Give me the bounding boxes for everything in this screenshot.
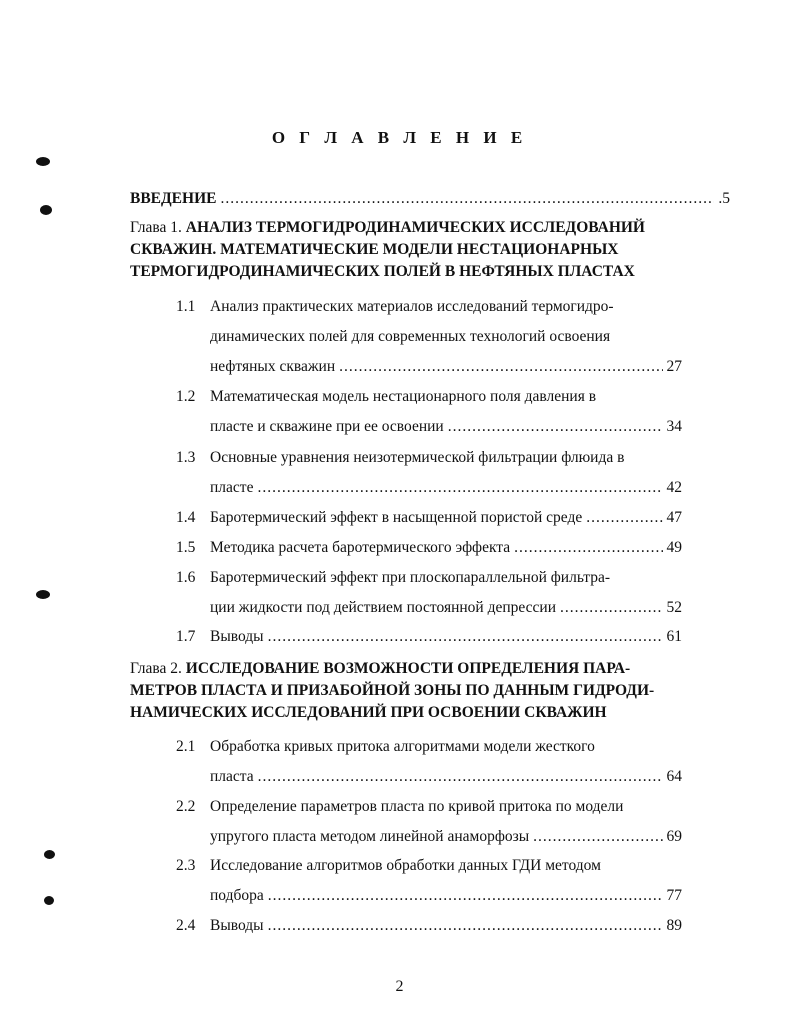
page-number: 2	[395, 978, 404, 995]
leader-dots	[258, 768, 663, 786]
entry-page: 64	[666, 768, 682, 785]
leader-dots	[339, 358, 662, 376]
entry-number: 2.1	[176, 738, 196, 755]
entry-page: 69	[666, 828, 682, 845]
entry-text: Математическая модель нестационарного поля давления в	[210, 388, 597, 405]
entry-number: 2.2	[176, 798, 196, 815]
scan-mark	[40, 205, 52, 215]
entry-page: 61	[666, 628, 682, 645]
leader-dots	[268, 887, 663, 905]
entry-number: 2.3	[176, 857, 196, 874]
chapter-1-line-1: АНАЛИЗ ТЕРМОГИДРОДИНАМИЧЕСКИХ ИССЛЕДОВАНИЙ	[185, 219, 645, 236]
leader-dots	[586, 509, 662, 527]
entry-page: 77	[666, 887, 682, 904]
entry-text: Методика расчета баротермического эффекта	[210, 539, 511, 556]
entry-page: 27	[666, 358, 682, 375]
chapter-2-prefix: Глава 2.	[130, 660, 182, 677]
entry-text: пласта	[210, 768, 254, 785]
entry-text: Выводы	[210, 917, 264, 934]
entry-text: нефтяных скважин	[210, 358, 336, 375]
leader-dots	[533, 828, 662, 846]
entry-number: 1.1	[176, 298, 196, 315]
entry-page: 52	[666, 599, 682, 616]
entry-text: подбора	[210, 887, 264, 904]
entry-text: Определение параметров пласта по кривой притока по модели	[210, 798, 624, 815]
entry-text: Исследование алгоритмов обработки данных ГДИ методом	[210, 857, 601, 874]
entry-number: 1.2	[176, 388, 196, 405]
leader-dots	[268, 628, 663, 646]
leader-dots	[268, 917, 663, 935]
entry-page: 42	[666, 479, 682, 496]
entry-text: Баротермический эффект при плоскопараллельной фильтра-	[210, 569, 611, 586]
entry-text: пласте и скважине при ее освоении	[210, 418, 444, 435]
chapter-2-line-3: НАМИЧЕСКИХ ИССЛЕДОВАНИЙ ПРИ ОСВОЕНИИ СКВАЖИН	[130, 704, 607, 721]
scan-mark	[44, 896, 54, 905]
entry-number: 1.5	[176, 539, 196, 556]
intro-label: ВВЕДЕНИЕ	[130, 190, 217, 207]
entry-text: пласте	[210, 479, 254, 496]
leader-dots	[514, 539, 662, 557]
entry-text: Выводы	[210, 628, 264, 645]
leader-dots	[560, 599, 662, 617]
entry-page: 89	[666, 917, 682, 934]
entry-number: 1.7	[176, 628, 196, 645]
page-title: О Г Л А В Л Е Н И Е	[271, 128, 528, 147]
leader-dots	[257, 479, 662, 497]
scan-mark	[44, 850, 55, 859]
chapter-2-line-2: МЕТРОВ ПЛАСТА И ПРИЗАБОЙНОЙ ЗОНЫ ПО ДАННЫМ ГИДРОДИ-	[130, 682, 655, 699]
intro-page: .5	[718, 190, 730, 207]
scan-mark	[36, 590, 50, 599]
entry-page: 47	[666, 509, 682, 526]
chapter-1-prefix: Глава 1.	[130, 219, 182, 236]
leader-dots	[220, 187, 714, 210]
entry-text: упругого пласта методом линейной анаморфозы	[210, 828, 530, 845]
entry-text: Основные уравнения неизотермической фильтрации флюида в	[210, 449, 625, 466]
chapter-1-line-2: СКВАЖИН. МАТЕМАТИЧЕСКИЕ МОДЕЛИ НЕСТАЦИОНАРНЫХ	[130, 241, 619, 258]
entry-text: Баротермический эффект в насыщенной пористой среде	[210, 509, 583, 526]
leader-dots	[448, 418, 663, 436]
chapter-2-line-1: ИССЛЕДОВАНИЕ ВОЗМОЖНОСТИ ОПРЕДЕЛЕНИЯ ПАРА-	[185, 660, 631, 677]
entry-text: Анализ практических материалов исследований термогидро-	[210, 298, 614, 315]
chapter-1-line-3: ТЕРМОГИДРОДИНАМИЧЕСКИХ ПОЛЕЙ В НЕФТЯНЫХ ПЛАСТАХ	[130, 263, 635, 280]
entry-page: 49	[666, 539, 682, 556]
entry-number: 2.4	[176, 917, 196, 934]
entry-text: ции жидкости под действием постоянной депрессии	[210, 599, 557, 616]
scan-mark	[36, 157, 50, 166]
entry-text: динамических полей для современных технологий освоения	[210, 328, 611, 345]
entry-number: 1.6	[176, 569, 196, 586]
entry-text: Обработка кривых притока алгоритмами модели жесткого	[210, 738, 595, 755]
entry-number: 1.3	[176, 449, 196, 466]
entry-page: 34	[666, 418, 682, 435]
entry-number: 1.4	[176, 509, 196, 526]
